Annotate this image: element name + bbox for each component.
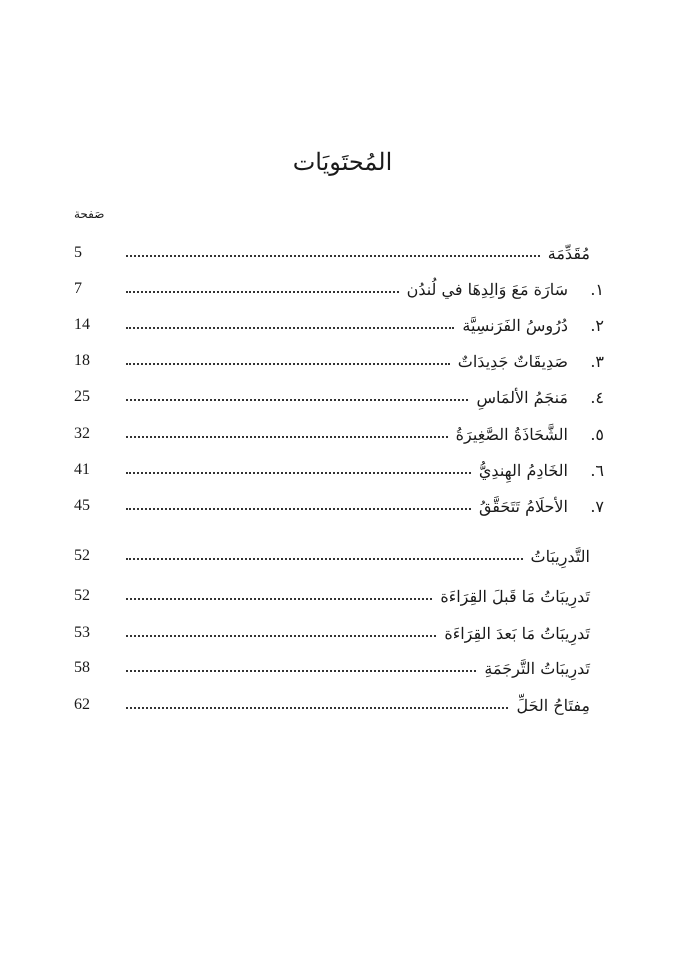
toc-entry [74, 348, 604, 374]
toc-entry-title: الخَادِمُ الهِندِيُّ [478, 460, 568, 480]
page-column-label: صَفحة [74, 207, 105, 221]
toc-entry-title: التَّدرِيبَاتُ [530, 546, 590, 566]
toc-leader-dots [126, 508, 471, 510]
toc-leader-dots [126, 472, 471, 474]
toc-entry-page: 7 [74, 280, 82, 297]
toc-entry-page: 14 [74, 316, 90, 333]
toc-entry-page: 25 [74, 388, 90, 405]
page-title: المُحتَويَات [292, 148, 393, 176]
toc-entry-title: تَدرِيبَاتُ مَا قَبلَ القِرَاءَة [440, 586, 590, 606]
toc-entry-page: 5 [74, 244, 82, 261]
toc-entry-title: الشَّحَاذَةُ الصَّغِيرَةُ [455, 424, 568, 444]
toc-leader-dots [126, 558, 523, 560]
toc-leader-dots [126, 436, 448, 438]
toc-entry-page: 45 [74, 497, 90, 514]
toc-entry-title: مِفتَاحُ الحَلِّ [516, 695, 590, 715]
toc-entry-page: 41 [74, 461, 90, 478]
toc-entry-page: 52 [74, 587, 90, 604]
toc-entry-number: ٧. [590, 496, 604, 516]
toc-entry-title: الأحلَامُ تَتَحَقَّقُ [478, 496, 568, 516]
toc-entry-number: ٢. [590, 315, 604, 335]
toc-entry [74, 312, 604, 338]
toc-leader-dots [126, 327, 454, 329]
toc-leader-dots [126, 399, 468, 401]
toc-entry [74, 620, 604, 646]
toc-entry-title: صَدِيقَاتٌ جَدِيدَاتٌ [457, 351, 568, 371]
toc-entry-title: مَنجَمُ الألمَاسِ [476, 387, 568, 407]
toc-entry-number: ١. [590, 279, 604, 299]
toc-entry-page: 58 [74, 659, 90, 676]
toc-entry-title: سَارَة مَعَ وَالِدِهَا في لُندُن [406, 279, 568, 299]
toc-entry-number: ٦. [590, 460, 604, 480]
toc-leader-dots [126, 598, 432, 600]
toc-entry-page: 53 [74, 624, 90, 641]
toc-entry [74, 421, 604, 447]
toc-entry-number: ٣. [590, 351, 604, 371]
toc-leader-dots [126, 291, 399, 293]
toc-leader-dots [126, 635, 436, 637]
toc-entry [74, 655, 604, 681]
toc-entry-page: 18 [74, 352, 90, 369]
toc-entry [74, 240, 604, 266]
toc-entry-page: 62 [74, 696, 90, 713]
toc-entry-number: ٤. [590, 387, 604, 407]
toc-leader-dots [126, 707, 508, 709]
toc-entry [74, 457, 604, 483]
toc-leader-dots [126, 255, 540, 257]
toc-entry-title: دُرُوسُ الفَرَنسِيَّة [462, 315, 568, 335]
toc-entry-title: مُقَدِّمَة [547, 243, 590, 263]
toc-entry [74, 543, 604, 569]
toc-entry-number: ٥. [590, 424, 604, 444]
toc-entry [74, 384, 604, 410]
toc-leader-dots [126, 363, 450, 365]
toc-leader-dots [126, 670, 476, 672]
toc-entry [74, 493, 604, 519]
toc-entry-page: 52 [74, 547, 90, 564]
toc-entry [74, 583, 604, 609]
toc-entry-title: تَدرِيبَاتُ مَا بَعدَ القِرَاءَة [444, 623, 590, 643]
toc-entry [74, 692, 604, 718]
toc-entry [74, 276, 604, 302]
toc-entry-title: تَدرِيبَاتُ التَّرجَمَةِ [484, 658, 590, 678]
toc-entry-page: 32 [74, 425, 90, 442]
